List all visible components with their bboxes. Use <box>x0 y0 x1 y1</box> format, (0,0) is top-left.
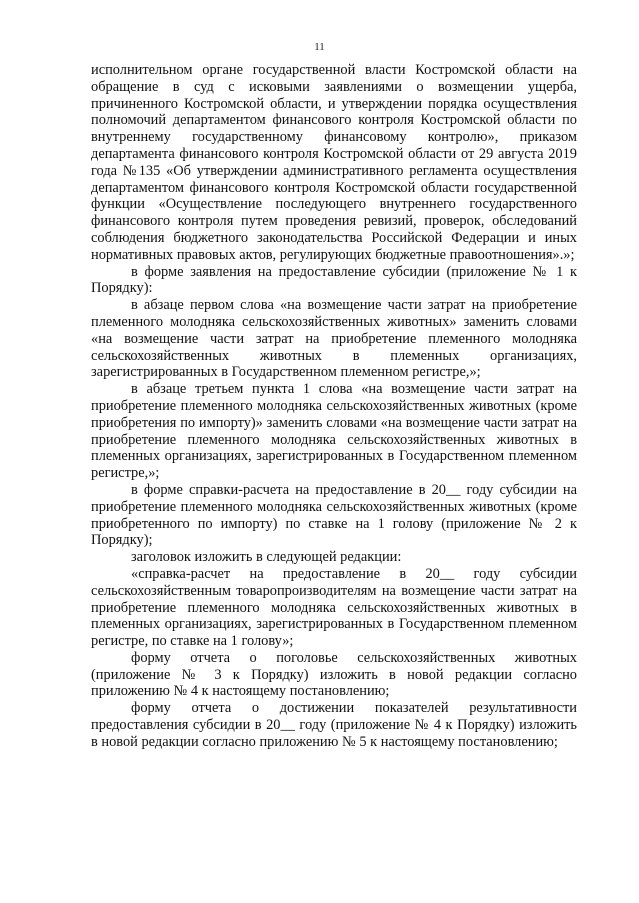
paragraph-continuation: исполнительном органе государственной власти Костромской области на обращение в суд с исковыми заявлениями о возмещении ущерба, причиненного Костромской области, и утверждении порядка осуществления полномочий департаментом финансового контроля Костромской области по внутреннему государственному финансовому контролю», приказом департамента финансового контроля Костромской области от 29 августа 2019 года №135 «Об утверждении административного регламента осуществления департаментом финансового контроля Костромской области государственной функции «Осуществление последующего внутреннего государственного финансового контроля путем проведения ревизий, проверок, обследований соблюдения бюджетного законодательства Российской Федерации и иных нормативных правовых актов, регулирующих бюджетные правоотношения».»; <box>91 62 577 263</box>
paragraph: в абзаце третьем пункта 1 слова «на возмещение части затрат на приобретение племенного молодняка сельскохозяйственных животных (кроме приобретения по импорту)» заменить словами «на возмещение части затрат на приобретение племенного молодняка сельскохозяйственных животных в племенных организациях, зарегистрированных в Государственном племенном регистре,»; <box>91 381 577 482</box>
paragraph: в форме справки-расчета на предоставление в 20__ году субсидии на приобретение племенного молодняка сельскохозяйственных животных (кроме приобретенного по импорту) по ставке на 1 голову (приложение № 2 к Порядку); <box>91 481 577 549</box>
document-body <box>91 62 577 751</box>
paragraph: «справка-расчет на предоставление в 20__ году субсидии сельскохозяйственным товаропроизводителям на возмещение части затрат на приобретение племенного молодняка сельскохозяйственных животных в племенных организациях, зарегистрированных в Государственном племенном регистре, по ставке на 1 голову»; <box>91 565 577 650</box>
paragraph: заголовок изложить в следующей редакции: <box>131 549 402 566</box>
paragraph: форму отчета о поголовье сельскохозяйственных животных (приложение № 3 к Порядку) изложить в новой редакции согласно приложению № 4 к настоящему постановлению; <box>91 649 577 700</box>
paragraph: в абзаце первом слова «на возмещение части затрат на приобретение племенного молодняка сельскохозяйственных животных» заменить словами «на возмещение части затрат на приобретение племенного молодняка сельскохозяйственных животных в племенных организациях, зарегистрированных в Государственном племенном регистре,»; <box>91 297 577 381</box>
paragraph: форму отчета о достижении показателей результативности предоставления субсидии в 20__ году (приложение № 4 к Порядку) изложить в новой редакции согласно приложению № 5 к настоящему постановлению; <box>91 700 577 750</box>
page-number: 11 <box>314 41 325 53</box>
paragraph: в форме заявления на предоставление субсидии (приложение № 1 к Порядку): <box>91 263 577 297</box>
